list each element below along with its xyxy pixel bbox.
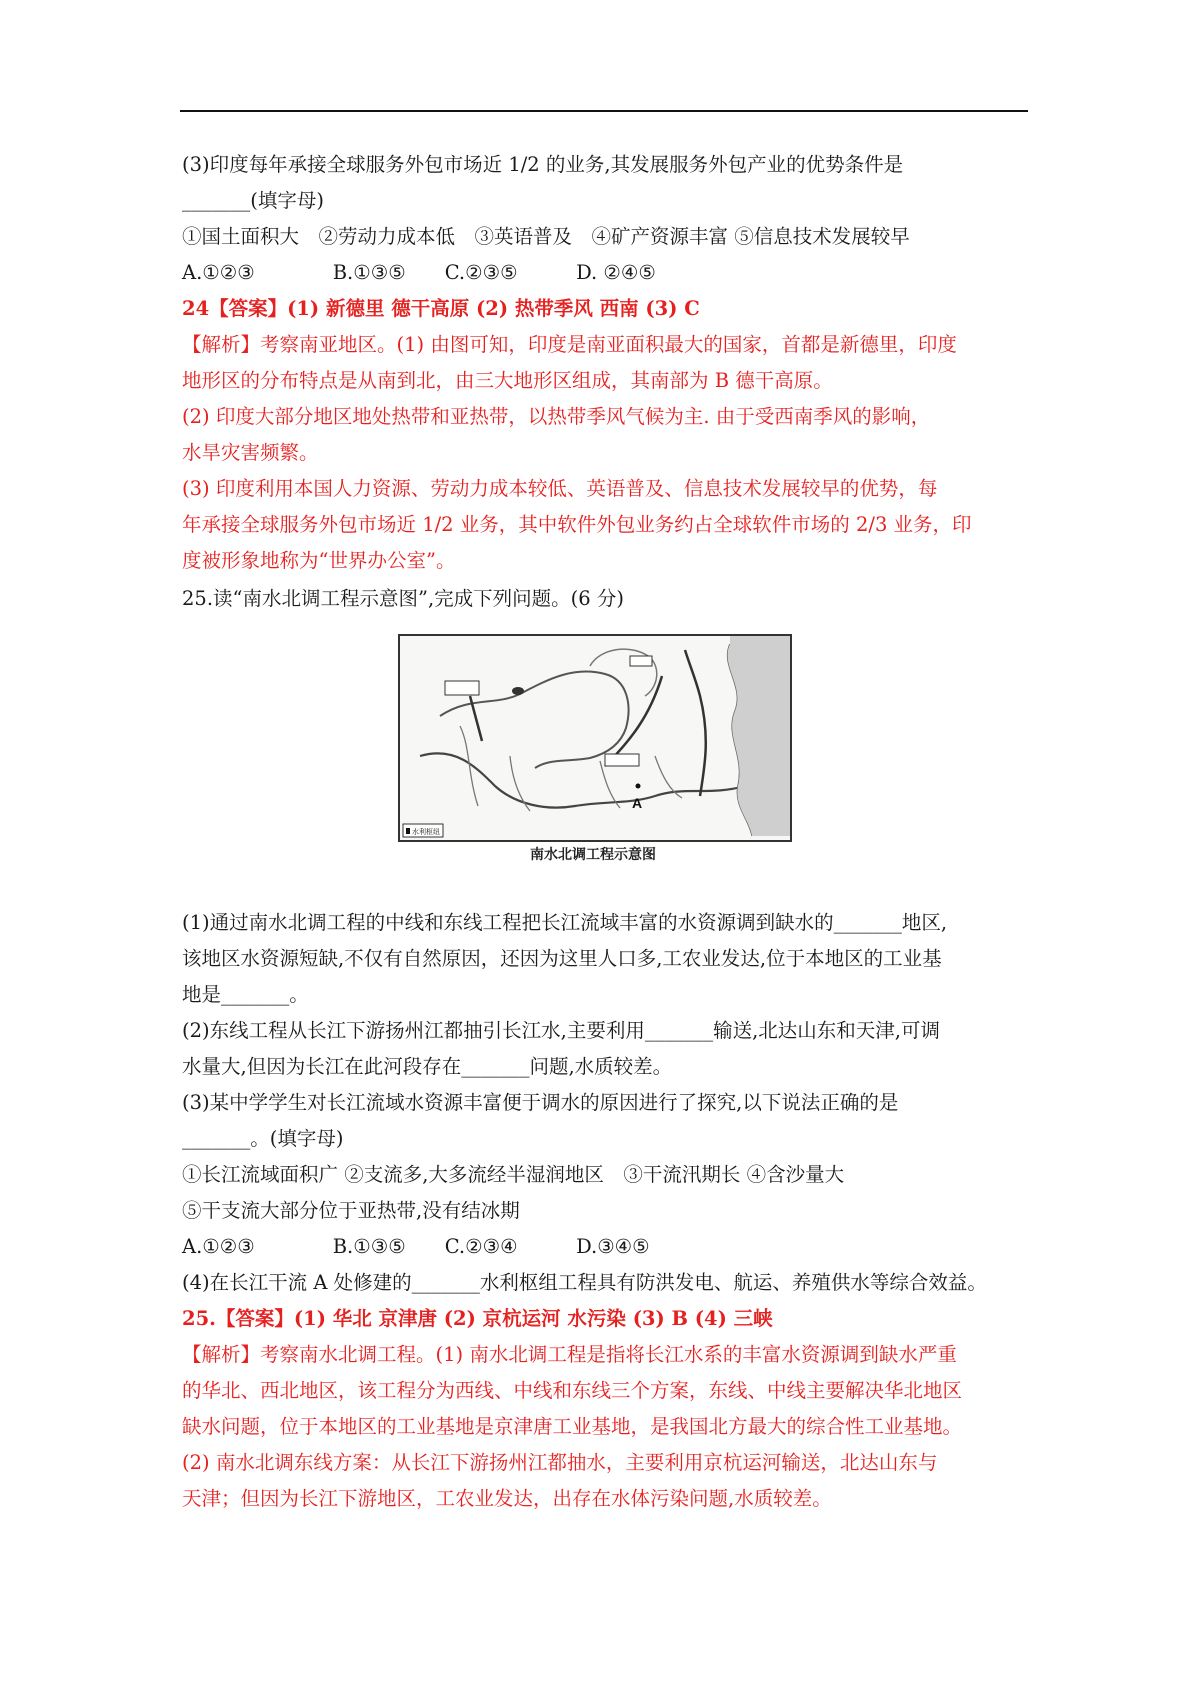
q25-p1-line3: 地是_______。 bbox=[182, 983, 309, 1006]
south-north-water-map-figure bbox=[388, 622, 798, 866]
q24-analysis-line7: 度被形象地称为“世界办公室”。 bbox=[182, 549, 456, 572]
q24-part3-stem-line1: (3)印度每年承接全球服务外包市场近 1/2 的业务,其发展服务外包产业的优势条件是 bbox=[182, 153, 904, 176]
q25-p3-line1: (3)某中学学生对长江流域水资源丰富便于调水的原因进行了探究,以下说法正确的是 bbox=[182, 1091, 899, 1114]
q25-p4: (4)在长江干流 A 处修建的_______水利枢组工程具有防洪发电、航运、养殖供水等综合效益。 bbox=[182, 1271, 987, 1294]
lake-marker bbox=[512, 687, 524, 695]
q24-answer-line: 24【答案】(1) 新德里 德干高原 (2) 热带季风 西南 (3) C bbox=[182, 297, 700, 320]
tributary-1 bbox=[460, 726, 478, 806]
q25-analysis-line4: (2) 南水北调东线方案：从长江下游扬州江都抽水，主要利用京杭运河输送，北达山东与 bbox=[182, 1451, 938, 1474]
q25-p3-choices2: ⑤干支流大部分位于亚热带,没有结冰期 bbox=[182, 1199, 520, 1222]
q24-part3-choices: ①国土面积大 ②劳动力成本低 ③英语普及 ④矿产资源丰富 ⑤信息技术发展较早 bbox=[182, 225, 910, 248]
q24-part3-options: A.①②③ B.①③⑤ C.②③⑤ D. ②④⑤ bbox=[182, 261, 656, 284]
q25-p2-line1: (2)东线工程从长江下游扬州江都抽引长江水,主要利用_______输送,北达山东和天津,可调 bbox=[182, 1019, 940, 1042]
q25-p1-line1: (1)通过南水北调工程的中线和东线工程把长江流域丰富的水资源调到缺水的_______地区, bbox=[182, 911, 948, 934]
q25-p3-options: A.①②③ B.①③⑤ C.②③④ D.③④⑤ bbox=[182, 1235, 650, 1258]
q25-analysis-line3: 缺水问题，位于本地区的工业基地是京津唐工业基地，是我国北方最大的综合性工业基地。 bbox=[182, 1415, 963, 1438]
q25-p2-line2: 水量大,但因为长江在此河段存在_______问题,水质较差。 bbox=[182, 1055, 673, 1078]
q24-analysis-line3: (2) 印度大部分地区地处热带和亚热带，以热带季风气候为主. 由于受西南季风的影响， bbox=[182, 405, 931, 428]
map-label-box-middle bbox=[605, 754, 639, 766]
map-frame bbox=[398, 634, 792, 842]
q25-p1-line2: 该地区水资源短缺,不仅有自然原因，还因为这里人口多,工农业发达,位于本地区的工业基 bbox=[182, 947, 942, 970]
q24-analysis-line2: 地形区的分布特点是从南到北，由三大地形区组成，其南部为 B 德干高原。 bbox=[182, 369, 833, 392]
q25-analysis-line5: 天津；但因为长江下游地区，工农业发达，出存在水体污染问题,水质较差。 bbox=[182, 1487, 832, 1510]
map-drawing bbox=[400, 636, 790, 840]
q24-analysis-line4: 水旱灾害频繁。 bbox=[182, 441, 319, 464]
map-legend-swatch bbox=[406, 828, 410, 834]
dam-marker bbox=[636, 784, 641, 789]
map-label-box-west bbox=[445, 681, 479, 695]
q25-p3-line2: _______。(填字母) bbox=[182, 1127, 344, 1150]
eastern-route-line bbox=[685, 650, 706, 796]
q24-analysis-line1: 【解析】考察南亚地区。(1) 由图可知，印度是南亚面积最大的国家，首都是新德里，印度 bbox=[182, 333, 957, 356]
q25-intro: 25.读“南水北调工程示意图”,完成下列问题。(6 分) bbox=[182, 587, 624, 610]
map-caption: 南水北调工程示意图 bbox=[530, 847, 656, 863]
map-label-a: A bbox=[632, 795, 643, 811]
q24-analysis-line5: (3) 印度利用本国人力资源、劳动力成本较低、英语普及、信息技术发展较早的优势，每 bbox=[182, 477, 938, 500]
sea-area bbox=[728, 636, 790, 836]
q24-analysis-line6: 年承接全球服务外包市场近 1/2 业务，其中软件外包业务约占全球软件市场的 2/3 业务，印 bbox=[182, 513, 972, 536]
map-label-box-north bbox=[630, 656, 652, 666]
q25-answer-line: 25.【答案】(1) 华北 京津唐 (2) 京杭运河 水污染 (3) B (4) 三峡 bbox=[182, 1307, 773, 1330]
q25-analysis-line2: 的华北、西北地区，该工程分为西线、中线和东线三个方案，东线、中线主要解决华北地区 bbox=[182, 1379, 963, 1402]
header-rule bbox=[180, 110, 1028, 112]
middle-route-line bbox=[605, 676, 662, 766]
q25-analysis-line1: 【解析】考察南水北调工程。(1) 南水北调工程是指将长江水系的丰富水资源调到缺水严重 bbox=[182, 1343, 957, 1366]
tributary-3 bbox=[600, 761, 620, 808]
q24-part3-stem-line2: _______(填字母) bbox=[182, 189, 324, 212]
map-legend-label: 水利枢纽 bbox=[412, 828, 440, 836]
q25-p3-choices1: ①长江流域面积广 ②支流多,大多流经半湿润地区 ③干流汛期长 ④含沙量大 bbox=[182, 1163, 845, 1186]
